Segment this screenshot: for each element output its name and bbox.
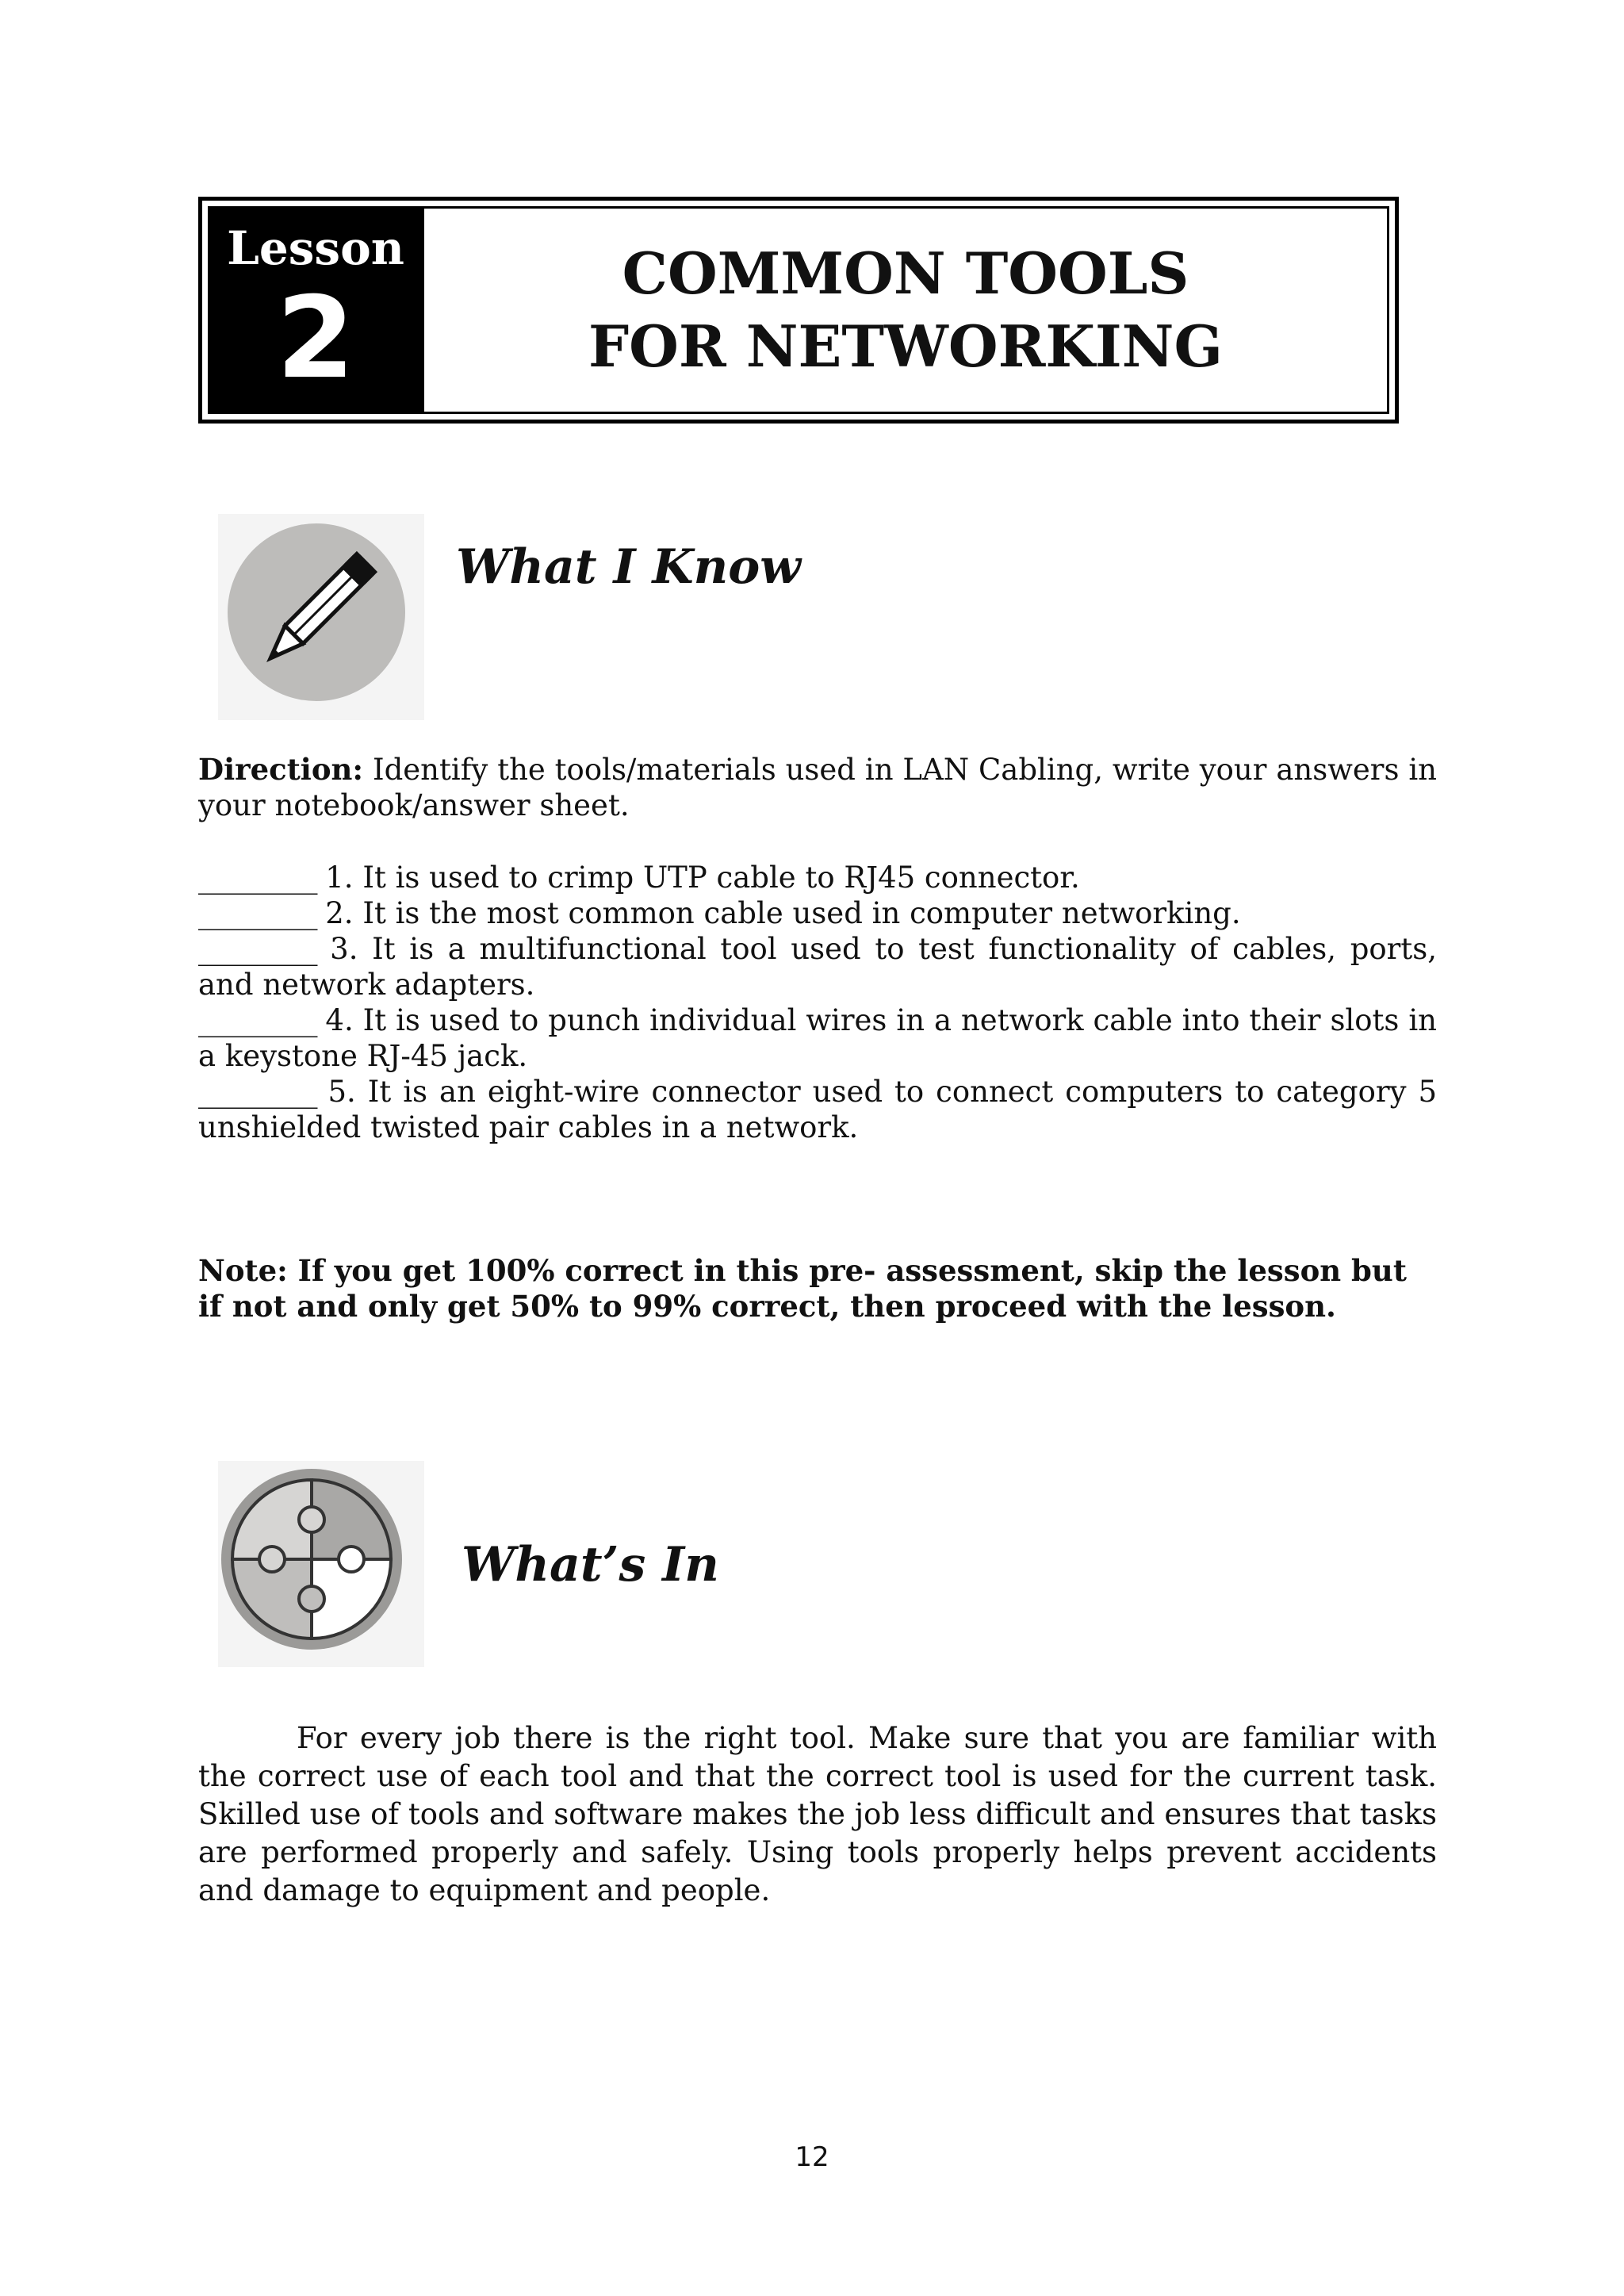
list-item xyxy=(198,895,1437,931)
lesson-title: COMMON TOOLS FOR NETWORKING xyxy=(588,240,1223,380)
what-i-know-heading: What I Know xyxy=(456,539,801,595)
lesson-header xyxy=(198,197,1399,424)
whats-in-paragraph: For every job there is the right tool. Make sure that you are familiar with the correct use of each tool and that the correct tool is used for the current task. Skilled use of tools and software makes the job less difficult and ensures that tasks are performed properly and safely. Using tools properly helps prevent accidents and damage to equipment and people. xyxy=(198,1721,1437,1907)
list-item xyxy=(198,860,1437,895)
lesson-label: Lesson xyxy=(227,221,404,275)
list-item xyxy=(198,1074,1437,1145)
answer-blank: _________ xyxy=(198,932,316,966)
question-list xyxy=(198,860,1437,1145)
list-item xyxy=(198,1002,1437,1074)
answer-blank: _________ xyxy=(198,896,316,930)
lesson-number-block xyxy=(210,209,424,412)
question-text: 5. It is an eight-wire connector used to connect computers to category 5 unshielded twisted pair cables in a network. xyxy=(198,1075,1437,1144)
answer-blank: _________ xyxy=(198,1003,316,1037)
question-text: 3. It is a multifunctional tool used to test functionality of cables, ports, and network adapters. xyxy=(198,932,1437,1002)
answer-blank: _________ xyxy=(198,1075,316,1109)
list-item xyxy=(198,931,1437,1002)
direction-paragraph xyxy=(198,752,1437,823)
direction-label: Direction: xyxy=(198,752,364,787)
lesson-title-box xyxy=(424,209,1387,412)
question-text: 1. It is used to crimp UTP cable to RJ45 connector. xyxy=(316,861,1080,895)
question-text: 2. It is the most common cable used in computer networking. xyxy=(316,896,1241,930)
whats-in-heading: What’s In xyxy=(462,1537,719,1593)
puzzle-icon xyxy=(218,1461,424,1667)
lesson-number: 2 xyxy=(276,273,355,404)
question-text: 4. It is used to punch individual wires in a network cable into their slots in a keystone RJ-45 jack. xyxy=(198,1003,1437,1073)
direction-text: Identify the tools/materials used in LAN Cabling, write your answers in your notebook/answer sheet. xyxy=(198,753,1437,822)
pencil-icon xyxy=(218,514,424,720)
note-text: Note: If you get 100% correct in this pre- assessment, skip the lesson but if not and only get 50% to 99% correct, then proceed with the lesson. xyxy=(198,1253,1407,1324)
page-number: 12 xyxy=(795,2141,829,2173)
answer-blank: _________ xyxy=(198,861,316,895)
